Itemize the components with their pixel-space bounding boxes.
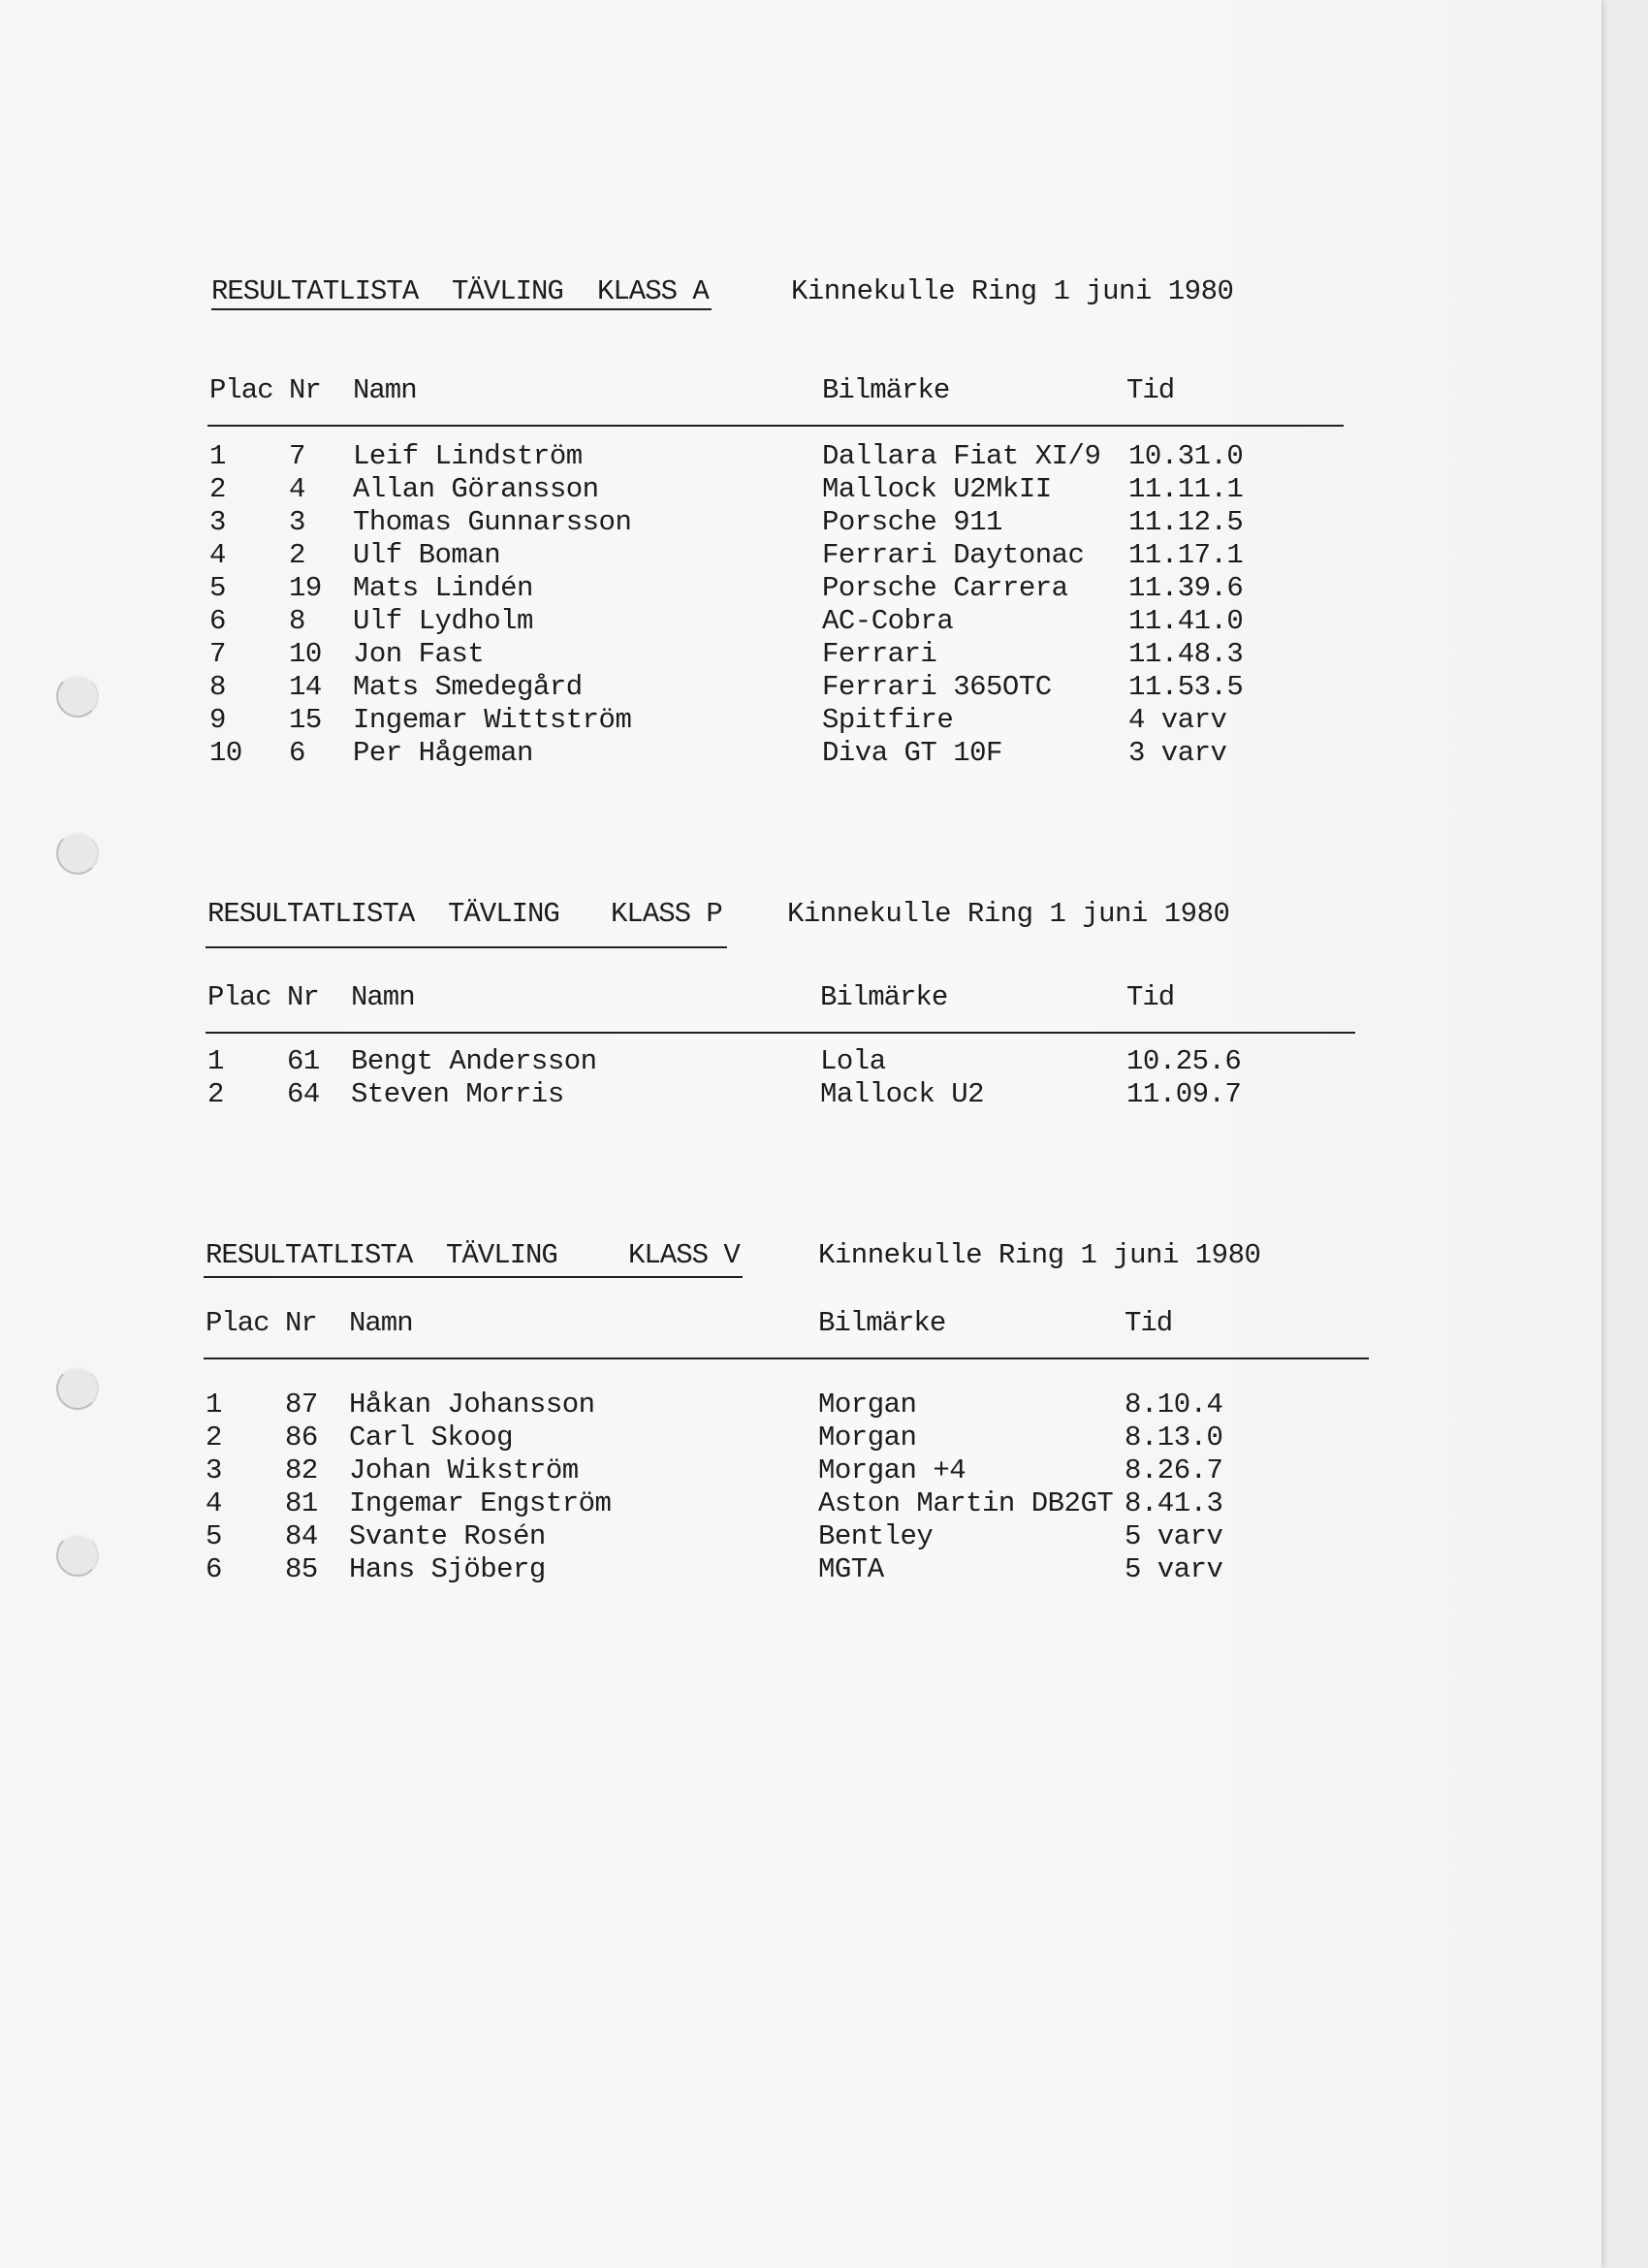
cell-tid: 11.09.7 xyxy=(1126,1078,1242,1110)
cell-tid: 10.25.6 xyxy=(1126,1045,1242,1077)
cell-namn: Hans Sjöberg xyxy=(349,1553,546,1585)
table-row xyxy=(0,1553,1601,1586)
cell-bilmarke: Porsche Carrera xyxy=(822,572,1068,604)
cell-nr: 4 xyxy=(289,473,305,505)
cell-tid: 8.13.0 xyxy=(1125,1421,1223,1453)
table-row xyxy=(0,1520,1601,1553)
title-resultatlista: RESULTATLISTA xyxy=(211,275,419,307)
cell-nr: 64 xyxy=(287,1078,320,1110)
cell-nr: 10 xyxy=(289,638,322,670)
table-row xyxy=(0,506,1601,539)
header-bilmarke: Bilmärke xyxy=(820,981,948,1013)
title-tavling: TÄVLING xyxy=(446,1239,557,1271)
cell-tid: 11.17.1 xyxy=(1128,539,1244,571)
cell-namn: Mats Lindén xyxy=(353,572,533,604)
header-plac: Plac xyxy=(207,981,271,1013)
cell-nr: 87 xyxy=(285,1389,318,1421)
cell-namn: Allan Göransson xyxy=(353,473,599,505)
table-row xyxy=(0,440,1601,473)
cell-tid: 3 varv xyxy=(1128,737,1227,769)
cell-plac: 8 xyxy=(209,671,226,703)
header-plac: Plac xyxy=(209,374,273,406)
cell-namn: Ulf Boman xyxy=(353,539,501,571)
cell-nr: 81 xyxy=(285,1487,318,1519)
cell-bilmarke: Ferrari Daytonac xyxy=(822,539,1085,571)
cell-plac: 10 xyxy=(209,737,242,769)
cell-nr: 61 xyxy=(287,1045,320,1077)
cell-bilmarke: Spitfire xyxy=(822,704,954,736)
cell-bilmarke: Diva GT 10F xyxy=(822,737,1002,769)
title-underline xyxy=(206,946,727,948)
cell-nr: 84 xyxy=(285,1520,318,1552)
cell-bilmarke: Ferrari 365OTC xyxy=(822,671,1052,703)
cell-plac: 7 xyxy=(209,638,226,670)
table-row xyxy=(0,1454,1601,1487)
cell-tid: 11.41.0 xyxy=(1128,605,1244,637)
cell-plac: 5 xyxy=(206,1520,222,1552)
header-namn: Namn xyxy=(353,374,417,406)
table-row xyxy=(0,1389,1601,1421)
title-klass: KLASS P xyxy=(611,898,722,930)
header-nr: Nr xyxy=(289,374,321,406)
header-bilmarke: Bilmärke xyxy=(818,1307,946,1339)
cell-namn: Per Hågeman xyxy=(353,737,533,769)
venue-date: Kinnekulle Ring 1 juni 1980 xyxy=(787,898,1230,930)
cell-bilmarke: Ferrari xyxy=(822,638,937,670)
header-namn: Namn xyxy=(349,1307,413,1339)
cell-namn: Håkan Johansson xyxy=(349,1389,595,1421)
title-klass: KLASS A xyxy=(597,275,709,307)
cell-namn: Jon Fast xyxy=(353,638,485,670)
cell-plac: 6 xyxy=(209,605,226,637)
cell-plac: 1 xyxy=(207,1045,224,1077)
cell-bilmarke: MGTA xyxy=(818,1553,884,1585)
cell-namn: Ingemar Wittström xyxy=(353,704,632,736)
cell-tid: 4 varv xyxy=(1128,704,1227,736)
header-tid: Tid xyxy=(1126,374,1175,406)
cell-bilmarke: Lola xyxy=(820,1045,886,1077)
table-row xyxy=(0,737,1601,770)
cell-bilmarke: Mallock U2MkII xyxy=(822,473,1052,505)
cell-tid: 11.48.3 xyxy=(1128,638,1244,670)
cell-bilmarke: Morgan xyxy=(818,1389,917,1421)
venue-date: Kinnekulle Ring 1 juni 1980 xyxy=(791,275,1234,307)
table-row xyxy=(0,572,1601,605)
cell-namn: Ingemar Engström xyxy=(349,1487,612,1519)
cell-nr: 86 xyxy=(285,1421,318,1453)
cell-plac: 6 xyxy=(206,1553,222,1585)
title-underline xyxy=(204,1276,743,1278)
cell-plac: 5 xyxy=(209,572,226,604)
title-underline xyxy=(211,308,712,310)
header-tid: Tid xyxy=(1125,1307,1173,1339)
venue-date: Kinnekulle Ring 1 juni 1980 xyxy=(818,1239,1261,1271)
table-row xyxy=(0,1421,1601,1454)
cell-bilmarke: Dallara Fiat XI/9 xyxy=(822,440,1101,472)
cell-nr: 3 xyxy=(289,506,305,538)
cell-nr: 15 xyxy=(289,704,322,736)
cell-tid: 11.11.1 xyxy=(1128,473,1244,505)
cell-plac: 2 xyxy=(206,1421,222,1453)
title-tavling: TÄVLING xyxy=(448,898,559,930)
table-row xyxy=(0,473,1601,506)
cell-tid: 11.39.6 xyxy=(1128,572,1244,604)
cell-namn: Johan Wikström xyxy=(349,1454,579,1486)
cell-nr: 14 xyxy=(289,671,322,703)
cell-tid: 8.10.4 xyxy=(1125,1389,1223,1421)
cell-nr: 2 xyxy=(289,539,305,571)
cell-tid: 11.12.5 xyxy=(1128,506,1244,538)
cell-nr: 6 xyxy=(289,737,305,769)
cell-plac: 9 xyxy=(209,704,226,736)
table-row xyxy=(0,1045,1601,1078)
table-row xyxy=(0,605,1601,638)
punch-hole xyxy=(56,832,99,875)
cell-bilmarke: Porsche 911 xyxy=(822,506,1002,538)
title-tavling: TÄVLING xyxy=(452,275,563,307)
cell-bilmarke: Bentley xyxy=(818,1520,934,1552)
cell-bilmarke: Morgan xyxy=(818,1421,917,1453)
cell-tid: 8.26.7 xyxy=(1125,1454,1223,1486)
cell-tid: 5 varv xyxy=(1125,1520,1223,1552)
cell-bilmarke: AC-Cobra xyxy=(822,605,954,637)
cell-namn: Thomas Gunnarsson xyxy=(353,506,632,538)
cell-tid: 8.41.3 xyxy=(1125,1487,1223,1519)
cell-tid: 11.53.5 xyxy=(1128,671,1244,703)
title-resultatlista: RESULTATLISTA xyxy=(207,898,415,930)
header-nr: Nr xyxy=(285,1307,317,1339)
cell-nr: 82 xyxy=(285,1454,318,1486)
cell-namn: Bengt Andersson xyxy=(351,1045,597,1077)
cell-bilmarke: Mallock U2 xyxy=(820,1078,985,1110)
cell-bilmarke: Aston Martin DB2GT xyxy=(818,1487,1114,1519)
title-klass: KLASS V xyxy=(628,1239,740,1271)
cell-tid: 5 varv xyxy=(1125,1553,1223,1585)
table-row xyxy=(0,704,1601,737)
title-resultatlista: RESULTATLISTA xyxy=(206,1239,413,1271)
cell-plac: 1 xyxy=(206,1389,222,1421)
cell-namn: Mats Smedegård xyxy=(353,671,583,703)
cell-plac: 3 xyxy=(206,1454,222,1486)
cell-plac: 2 xyxy=(209,473,226,505)
table-row xyxy=(0,1078,1601,1111)
header-rule xyxy=(207,425,1344,427)
cell-namn: Svante Rosén xyxy=(349,1520,546,1552)
table-row xyxy=(0,1487,1601,1520)
cell-plac: 3 xyxy=(209,506,226,538)
header-rule xyxy=(206,1032,1355,1034)
cell-namn: Ulf Lydholm xyxy=(353,605,533,637)
cell-bilmarke: Morgan +4 xyxy=(818,1454,967,1486)
cell-nr: 85 xyxy=(285,1553,318,1585)
cell-plac: 4 xyxy=(206,1487,222,1519)
table-row xyxy=(0,638,1601,671)
header-nr: Nr xyxy=(287,981,319,1013)
header-bilmarke: Bilmärke xyxy=(822,374,950,406)
cell-nr: 19 xyxy=(289,572,322,604)
cell-namn: Leif Lindström xyxy=(353,440,583,472)
header-plac: Plac xyxy=(206,1307,269,1339)
cell-namn: Carl Skoog xyxy=(349,1421,514,1453)
cell-nr: 7 xyxy=(289,440,305,472)
cell-plac: 1 xyxy=(209,440,226,472)
table-row xyxy=(0,671,1601,704)
cell-nr: 8 xyxy=(289,605,305,637)
header-tid: Tid xyxy=(1126,981,1175,1013)
cell-plac: 2 xyxy=(207,1078,224,1110)
table-row xyxy=(0,539,1601,572)
header-namn: Namn xyxy=(351,981,415,1013)
header-rule xyxy=(204,1358,1369,1359)
cell-plac: 4 xyxy=(209,539,226,571)
cell-namn: Steven Morris xyxy=(351,1078,564,1110)
cell-tid: 10.31.0 xyxy=(1128,440,1244,472)
